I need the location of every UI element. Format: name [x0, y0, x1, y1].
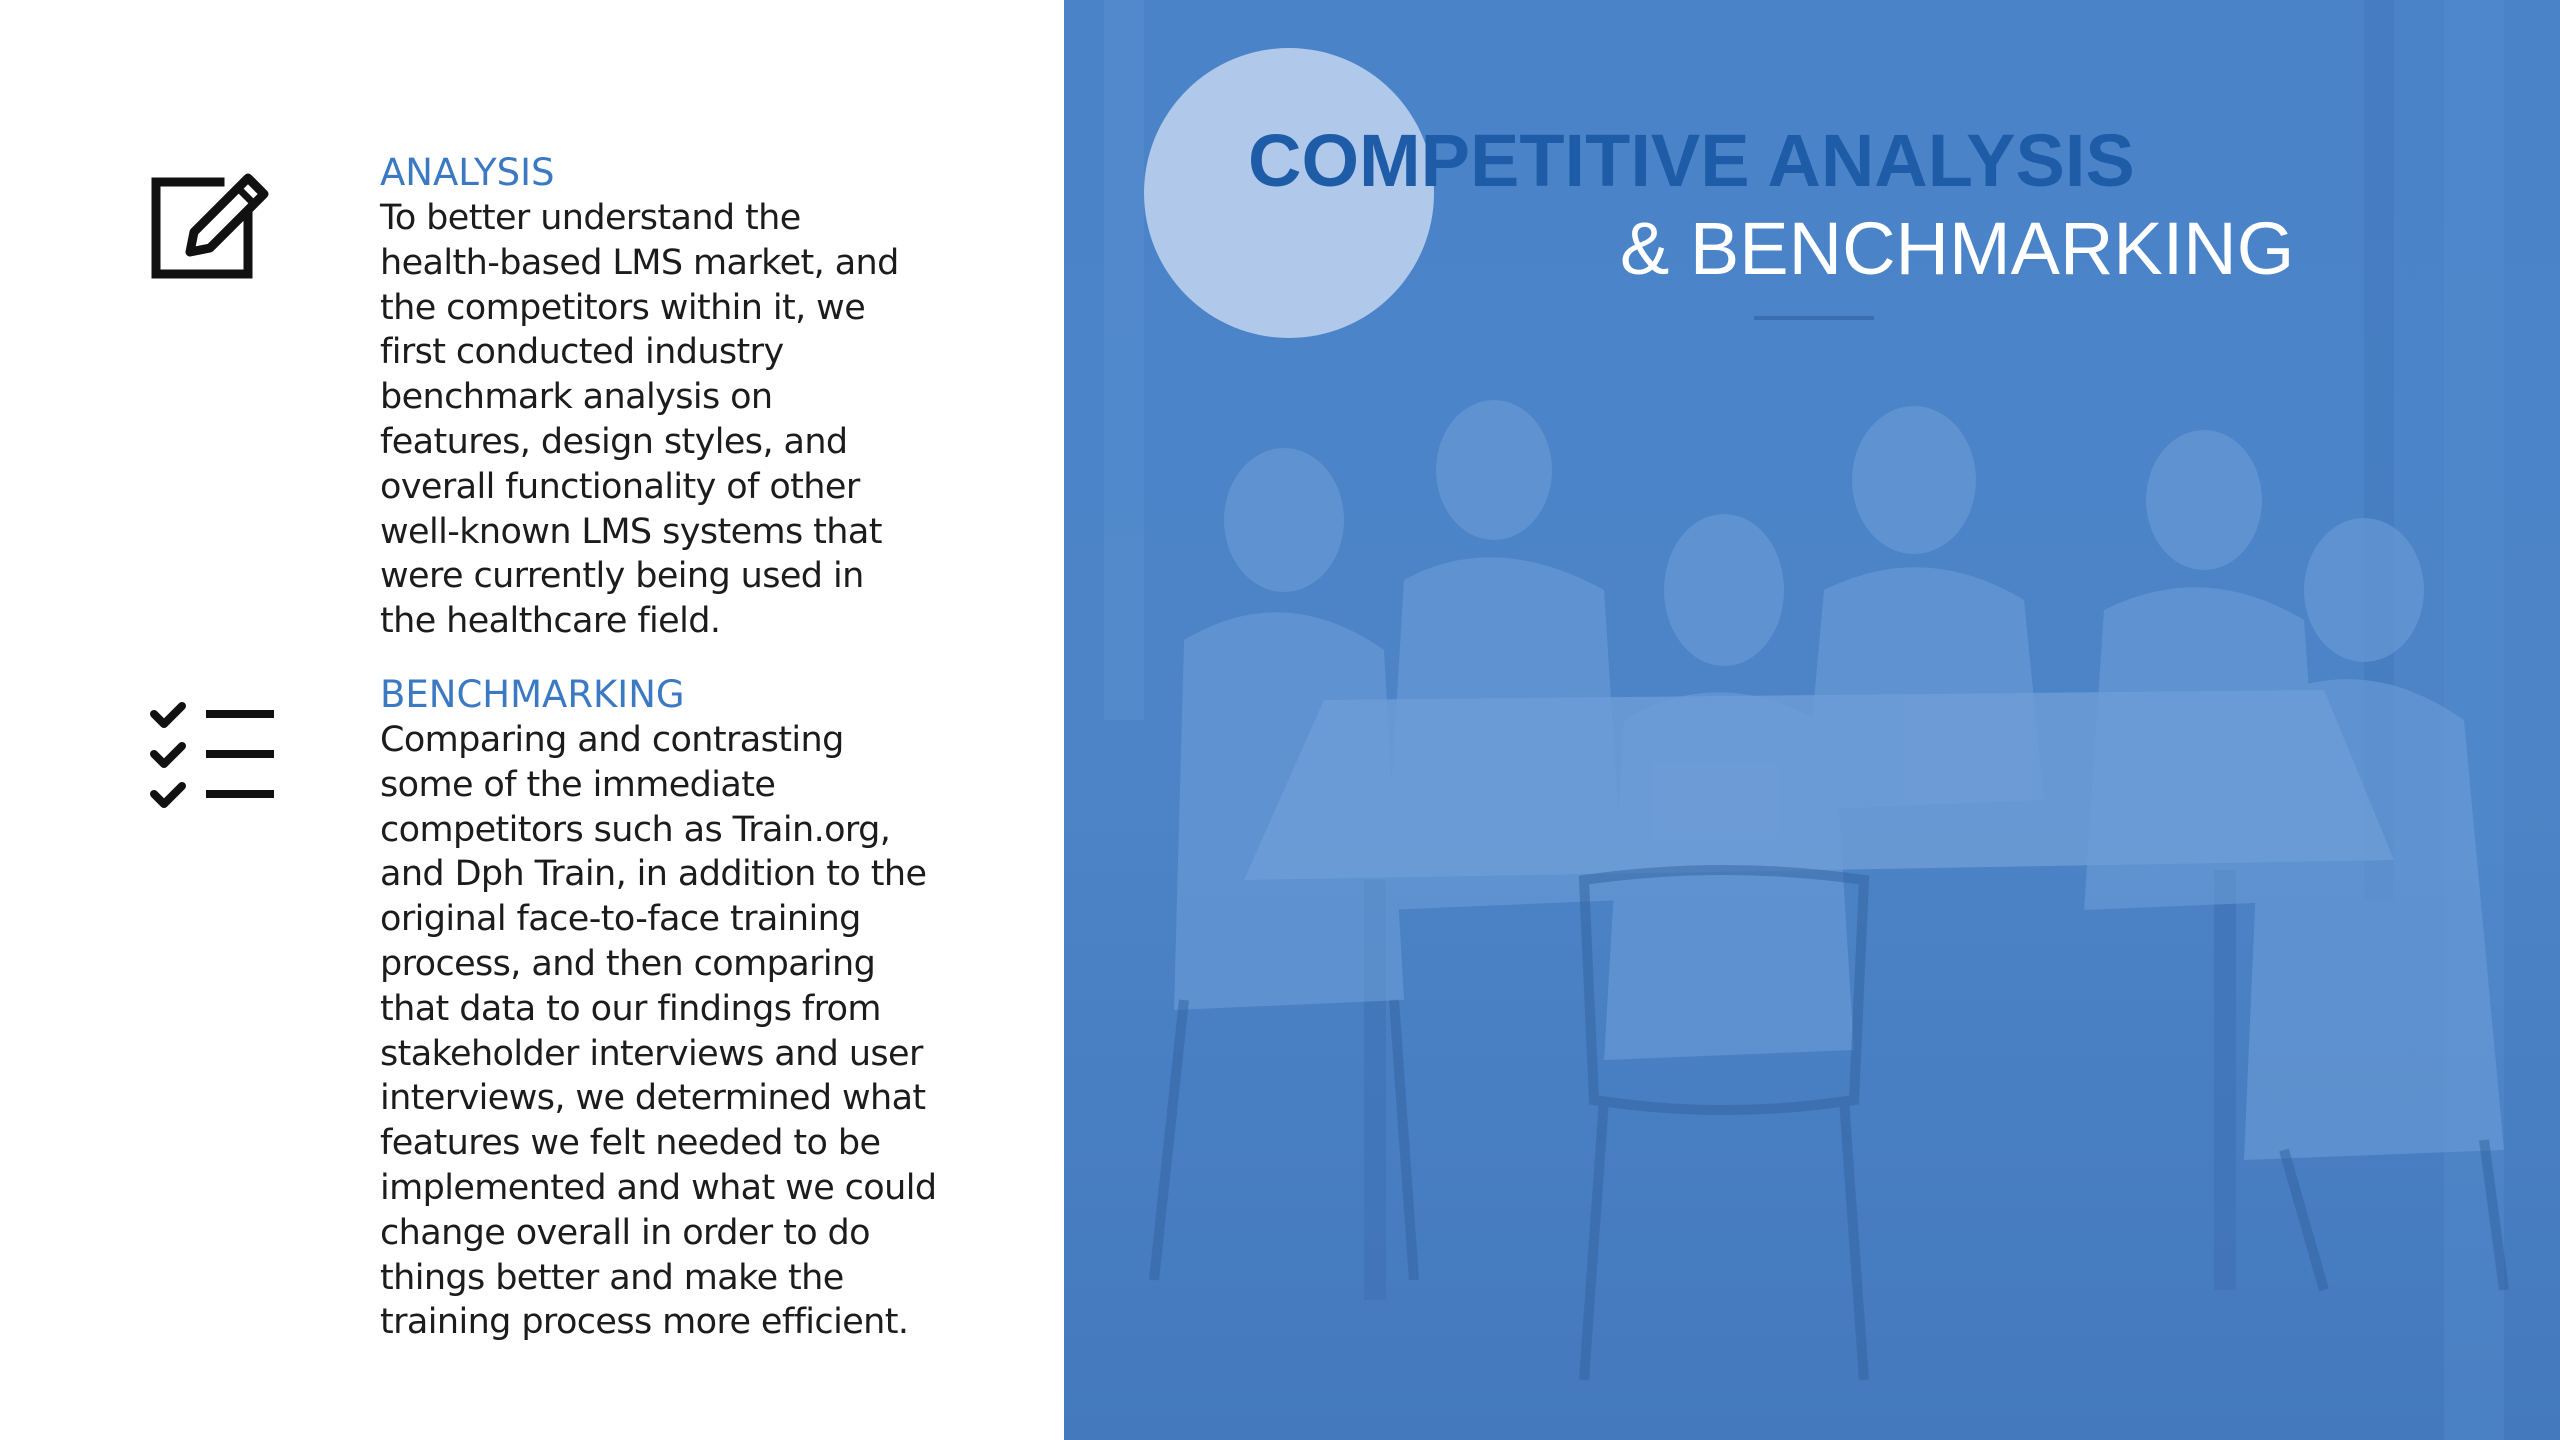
benchmarking-line: features we felt needed to be — [380, 1123, 881, 1164]
benchmarking-line: original face-to-face training — [380, 899, 861, 940]
benchmarking-line: and Dph Train, in addition to the — [380, 854, 927, 895]
slide-title-line2: & BENCHMARKING — [1620, 207, 2295, 290]
hero-panel — [1064, 0, 2560, 1440]
slide-title-line1: COMPETITIVE ANALYSIS — [1248, 119, 2135, 202]
benchmarking-line: some of the immediate — [380, 764, 776, 805]
analysis-line: were currently being used in — [380, 556, 864, 597]
analysis-line: first conducted industry — [380, 332, 784, 373]
analysis-heading: ANALYSIS — [380, 151, 555, 194]
edit-icon — [150, 160, 274, 284]
benchmarking-line: things better and make the — [380, 1257, 844, 1298]
benchmarking-line: that data to our findings from — [380, 988, 881, 1029]
benchmarking-heading: BENCHMARKING — [380, 673, 685, 716]
benchmarking-line: Comparing and contrasting — [380, 720, 844, 760]
benchmarking-line: interviews, we determined what — [380, 1078, 926, 1119]
analysis-line: overall functionality of other — [380, 466, 860, 507]
analysis-section — [380, 150, 940, 644]
benchmarking-line: process, and then comparing — [380, 943, 876, 984]
analysis-line: features, design styles, and — [380, 421, 848, 462]
benchmarking-section — [380, 672, 940, 1345]
analysis-line: benchmark analysis on — [380, 377, 773, 418]
benchmarking-line: competitors such as Train.org, — [380, 809, 891, 850]
benchmarking-line: stakeholder interviews and user — [380, 1033, 923, 1074]
analysis-line: well-known LMS systems that — [380, 511, 882, 552]
benchmarking-line: implemented and what we could — [380, 1167, 937, 1208]
text-column — [0, 0, 1064, 1440]
benchmarking-line: training process more efficient. — [380, 1302, 909, 1343]
benchmarking-body — [380, 718, 940, 1345]
checklist-icon — [148, 700, 278, 818]
analysis-line: health-based LMS market, and — [380, 242, 899, 283]
analysis-line: To better understand the — [380, 198, 801, 238]
analysis-line: the competitors within it, we — [380, 287, 866, 328]
analysis-line: the healthcare field. — [380, 601, 721, 642]
analysis-body — [380, 196, 940, 644]
benchmarking-line: change overall in order to do — [380, 1212, 870, 1253]
